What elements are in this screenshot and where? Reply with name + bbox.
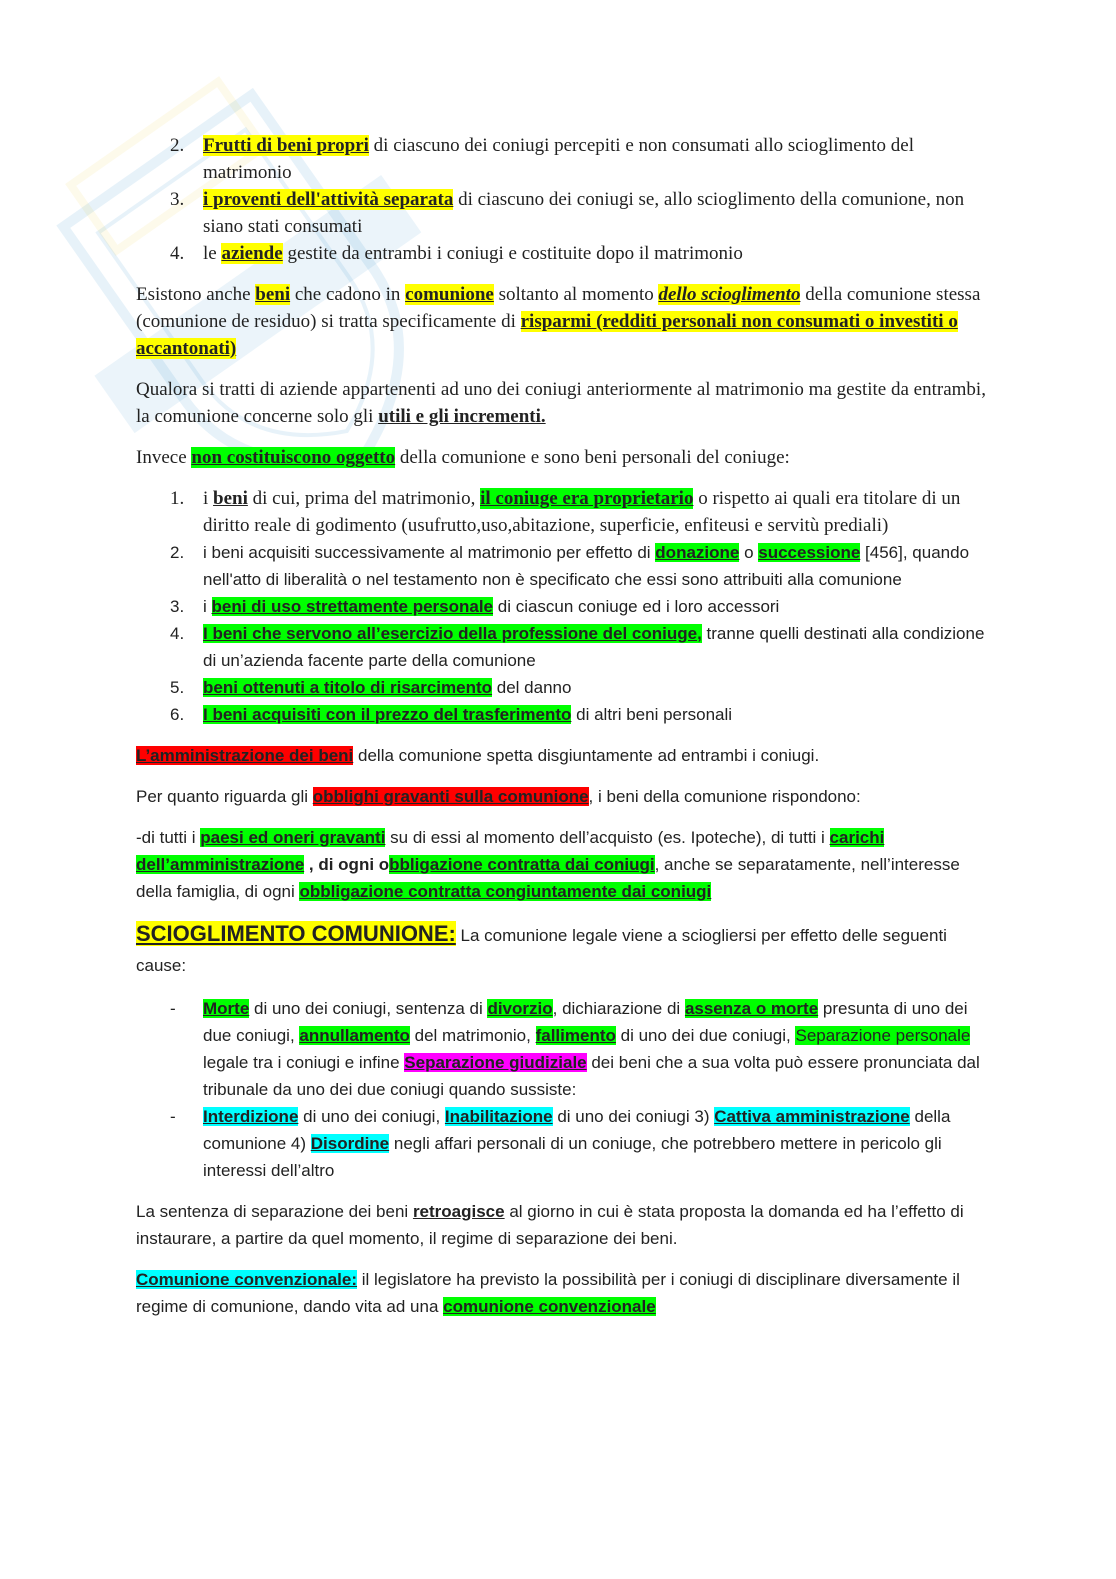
list-number: 2. <box>170 135 185 156</box>
text: al giorno in cui è stata proposta la domanda ed ha l’effetto di instaurare, a partire da quel momento, il regime di separazione dei beni. <box>136 1202 964 1248</box>
text: , i beni della comunione rispondono: <box>588 787 861 806</box>
text: La comunione legale viene a sciogliersi per effetto delle seguenti cause: <box>136 926 947 975</box>
highlight-red: obblighi gravanti sulla comunione <box>312 787 589 806</box>
text: o rispetto ai quali era titolare di un diritto reale di godimento (usufrutto,uso,abitazione, superficie, enfiteusi e servitù prediali) <box>203 488 961 536</box>
highlight-cyan: Disordine <box>310 1134 390 1153</box>
text: Invece <box>136 447 192 468</box>
highlight-yellow: i proventi dell'attività separata <box>203 189 454 210</box>
highlight-magenta: Separazione giudiziale <box>404 1053 587 1072</box>
highlight-green: annullamento <box>299 1026 410 1045</box>
text: di uno dei coniugi, <box>298 1107 445 1126</box>
list-number: 3. <box>170 597 185 616</box>
highlight-green: beni di uso strettamente personale <box>211 597 494 616</box>
text: di uno dei coniugi 3) <box>552 1107 715 1126</box>
list-text: di ciascuno dei coniugi percepiti e non consumati allo scioglimento del matrimonio <box>203 135 914 183</box>
list-number: 4. <box>170 243 185 264</box>
list-number: 2. <box>170 543 185 562</box>
list-item <box>136 485 986 539</box>
list-item <box>136 701 986 728</box>
list-number: 1. <box>170 488 185 509</box>
text: della comunione spetta disgiuntamente ad entrambi i coniugi. <box>353 746 820 765</box>
list-text: le <box>203 243 222 264</box>
list-number: 4. <box>170 624 185 643</box>
paragraph-de-residuo <box>136 281 986 362</box>
highlight-green: fallimento <box>535 1026 616 1045</box>
highlight-yellow: Frutti di beni propri <box>203 135 369 156</box>
paragraph-scioglimento <box>136 919 986 981</box>
list-item <box>136 240 986 267</box>
text: Qualora si tratti di aziende appartenenti ad uno dei coniugi anteriormente al matrimonio ma gestite da entrambi, la comunione concerne solo gli <box>136 379 986 427</box>
text: o <box>739 543 759 562</box>
list-cause <box>136 995 986 1184</box>
list-dash: - <box>170 999 176 1018</box>
list-item <box>136 186 986 240</box>
paragraph-retroagisce <box>136 1198 986 1252</box>
text: Per quanto riguarda gli <box>136 787 313 806</box>
text: della comunione 4) <box>203 1107 951 1153</box>
list-number: 6. <box>170 705 185 724</box>
list-item <box>136 995 986 1103</box>
text: il legislatore ha previsto la possibilità per i coniugi di disciplinare diversamente il regime di comunione, dando vita ad una <box>136 1270 960 1316</box>
text: della comunione stessa (comunione de residuo) si tratta specificamente di <box>136 284 981 332</box>
highlight-yellow: aziende <box>221 243 283 264</box>
section-heading: SCIOGLIMENTO COMUNIONE: <box>136 921 456 946</box>
text: i <box>203 597 212 616</box>
highlight-green: I beni acquisiti con il prezzo del trasferimento <box>203 705 572 724</box>
underlined-bold: beni <box>213 488 248 509</box>
text: di uno dei coniugi, sentenza di <box>249 999 488 1018</box>
text: di uno dei due coniugi, <box>615 1026 796 1045</box>
text: negli affari personali di un coniuge, che potrebbero mettere in pericolo gli interessi dell’altro <box>203 1134 942 1180</box>
highlight-green: successione <box>758 543 861 562</box>
highlight-green: comunione convenzionale <box>443 1297 656 1316</box>
highlight-green: carichi dell’amministrazione <box>136 828 885 874</box>
highlight-green: I beni che servono all’esercizio della professione del coniuge, <box>203 624 702 643</box>
paragraph-obblighi <box>136 783 986 810</box>
text: della comunione e sono beni personali del coniuge: <box>395 447 790 468</box>
highlight-yellow: risparmi (redditi personali non consumati o investiti o accantonati) <box>136 311 958 359</box>
text: soltanto al momento <box>493 284 659 305</box>
text: che cadono in <box>290 284 406 305</box>
list-text: di ciascuno dei coniugi se, allo scioglimento della comunione, non siano stati consumati <box>203 189 965 237</box>
text: i <box>203 488 214 509</box>
text: di ciascun coniuge ed i loro accessori <box>493 597 780 616</box>
list-number: 3. <box>170 189 185 210</box>
text: dei beni che a sua volta può essere pronunciata dal tribunale da uno dei due coniugi quando sussiste: <box>203 1053 980 1099</box>
text: La sentenza di separazione dei beni <box>136 1202 413 1221</box>
highlight-red: L’amministrazione dei beni <box>136 746 354 765</box>
list-item <box>136 539 986 593</box>
text: legale tra i coniugi e infine <box>203 1053 405 1072</box>
text: di cui, prima del matrimonio, <box>247 488 481 509</box>
highlight-green: il coniuge era proprietario <box>480 488 694 509</box>
paragraph-amministrazione <box>136 742 986 769</box>
list-item <box>136 1103 986 1184</box>
text: [456], quando nell'atto di liberalità o nel testamento non è specificato che essi sono attribuiti alla comunione <box>203 543 970 589</box>
highlight-green: non costituiscono oggetto <box>191 447 396 468</box>
list-item <box>136 620 986 674</box>
highlight-green: assenza o morte <box>684 999 819 1018</box>
list-item <box>136 132 986 186</box>
list-beni-personali <box>136 485 986 728</box>
highlight-yellow: dello scioglimento <box>658 284 801 305</box>
highlight-green: bbligazione contratta dai coniugi <box>389 855 655 874</box>
text: di altri beni personali <box>571 705 733 724</box>
highlight-green: Separazione personale <box>795 1026 971 1045</box>
text: , anche se separatamente, nell’interesse della famiglia, di ogni <box>136 855 960 901</box>
text: del matrimonio, <box>409 1026 536 1045</box>
text: Esistono anche <box>136 284 256 305</box>
highlight-green: beni ottenuti a titolo di risarcimento <box>203 678 493 697</box>
list-dash: - <box>170 1107 176 1126</box>
highlight-green: Morte <box>203 999 250 1018</box>
text: i beni acquisiti successivamente al matrimonio per effetto di <box>203 543 656 562</box>
paragraph-beni-personali <box>136 444 986 471</box>
highlight-yellow: comunione <box>405 284 494 305</box>
paragraph-aziende <box>136 376 986 430</box>
list-item <box>136 593 986 620</box>
highlight-green: donazione <box>655 543 740 562</box>
highlight-green: divorzio <box>487 999 553 1018</box>
text: , dichiarazione di <box>552 999 685 1018</box>
highlight-green: obbligazione contratta congiuntamente dai coniugi <box>299 882 712 901</box>
text: , di ogni o <box>304 855 390 874</box>
list-item <box>136 674 986 701</box>
underlined-bold: utili e gli incrementi. <box>378 406 546 427</box>
highlight-cyan: Inabilitazione <box>444 1107 553 1126</box>
list-text: gestite da entrambi i coniugi e costituite dopo il matrimonio <box>282 243 743 264</box>
highlight-cyan: Cattiva amministrazione <box>714 1107 910 1126</box>
text: -di tutti i <box>136 828 201 847</box>
text: tranne quelli destinati alla condizione di un’azienda facente parte della comunione <box>203 624 985 670</box>
paragraph-convenzionale <box>136 1266 986 1320</box>
highlight-yellow: beni <box>255 284 291 305</box>
text: presunta di uno dei due coniugi, <box>203 999 968 1045</box>
highlight-cyan: Comunione convenzionale: <box>136 1270 358 1289</box>
paragraph-pesi-oneri <box>136 824 986 905</box>
list-comunione-residuo <box>136 132 986 267</box>
highlight-green: paesi ed oneri gravanti <box>200 828 386 847</box>
highlight-cyan: Interdizione <box>203 1107 299 1126</box>
text: su di essi al momento dell’acquisto (es. Ipoteche), di tutti i <box>385 828 830 847</box>
list-number: 5. <box>170 678 185 697</box>
underlined-bold: retroagisce <box>412 1202 505 1221</box>
text: del danno <box>492 678 572 697</box>
